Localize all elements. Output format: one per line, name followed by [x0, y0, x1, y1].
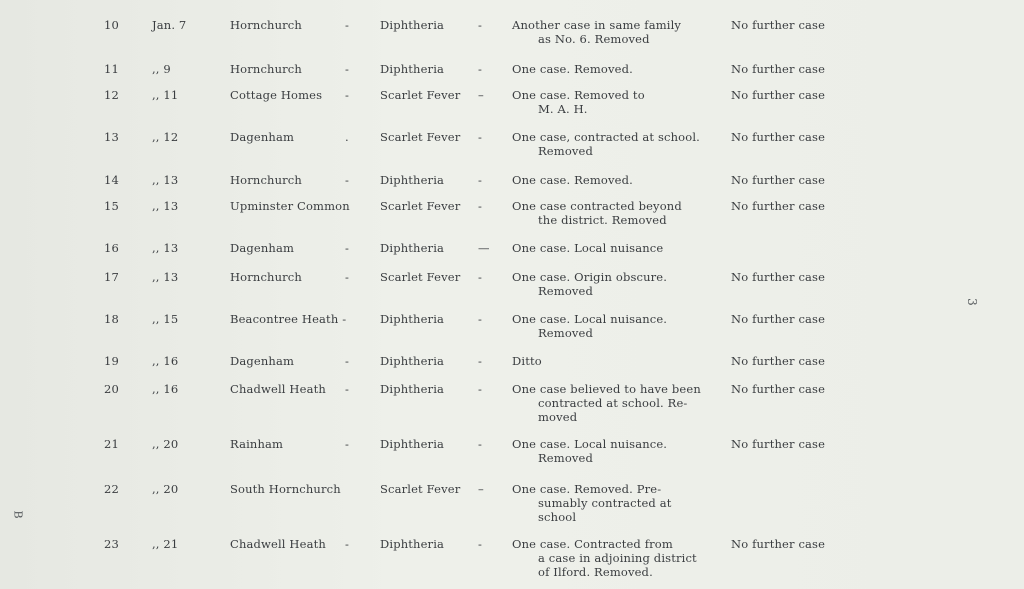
- notification-date: ,, 9: [152, 62, 171, 76]
- locality: Dagenham: [230, 241, 295, 255]
- separator-dash: -: [478, 437, 483, 451]
- page-number-mark: 3: [964, 298, 979, 306]
- further-case-status: No further case: [731, 312, 826, 326]
- separator-dash: .: [345, 130, 349, 144]
- remarks: [512, 537, 712, 579]
- further-case-status: No further case: [731, 88, 826, 102]
- notification-date: ,, 11: [152, 88, 179, 102]
- case-number: 14: [104, 173, 119, 187]
- remarks: [512, 312, 712, 340]
- remarks-line: moved: [538, 410, 578, 424]
- remarks-line: Removed: [538, 144, 594, 158]
- separator-dash: -: [345, 354, 350, 368]
- notification-date: Jan. 7: [152, 18, 187, 32]
- separator-dash: -: [478, 62, 483, 76]
- locality: Cottage Homes: [230, 88, 323, 102]
- case-number: 23: [104, 537, 119, 551]
- separator-dash: –: [478, 482, 484, 496]
- separator-dash: -: [478, 537, 483, 551]
- remarks-line: One case. Local nuisance: [512, 241, 664, 255]
- remarks: [512, 18, 712, 46]
- remarks-line: One case, contracted at school.: [512, 130, 700, 144]
- further-case-status: No further case: [731, 130, 826, 144]
- remarks: [512, 199, 712, 227]
- case-number: 13: [104, 130, 119, 144]
- binding-mark: B: [11, 510, 25, 519]
- locality: Dagenham: [230, 130, 295, 144]
- remarks-line: One case contracted beyond: [512, 199, 682, 213]
- further-case-status: No further case: [731, 537, 826, 551]
- remarks-line: One case. Local nuisance.: [512, 312, 668, 326]
- remarks: [512, 482, 712, 524]
- notification-date: ,, 15: [152, 312, 179, 326]
- locality: Chadwell Heath: [230, 382, 326, 396]
- separator-dash: —: [478, 241, 490, 255]
- further-case-status: No further case: [731, 354, 826, 368]
- notification-date: ,, 13: [152, 199, 179, 213]
- notification-date: ,, 13: [152, 241, 179, 255]
- notification-date: ,, 16: [152, 382, 179, 396]
- case-number: 18: [104, 312, 119, 326]
- separator-dash: -: [345, 382, 350, 396]
- locality: Upminster Common: [230, 199, 350, 213]
- disease: Scarlet Fever: [380, 88, 461, 102]
- disease: Diphtheria: [380, 173, 445, 187]
- remarks-line: One case. Local nuisance.: [512, 437, 668, 451]
- disease: Diphtheria: [380, 312, 445, 326]
- remarks-line: sumably contracted at: [538, 496, 672, 510]
- notification-date: ,, 21: [152, 537, 179, 551]
- separator-dash: -: [345, 88, 350, 102]
- disease: Diphtheria: [380, 62, 445, 76]
- disease: Diphtheria: [380, 241, 445, 255]
- notification-date: ,, 13: [152, 173, 179, 187]
- separator-dash: –: [478, 88, 484, 102]
- remarks-line: Removed: [538, 451, 594, 465]
- further-case-status: No further case: [731, 270, 826, 284]
- locality: Rainham: [230, 437, 284, 451]
- remarks: [512, 382, 712, 424]
- remarks-line: One case. Removed to: [512, 88, 645, 102]
- remarks-line: contracted at school. Re-: [538, 396, 688, 410]
- disease: Diphtheria: [380, 18, 445, 32]
- separator-dash: -: [478, 270, 483, 284]
- disease: Scarlet Fever: [380, 130, 461, 144]
- locality: Hornchurch: [230, 62, 302, 76]
- disease: Diphtheria: [380, 354, 445, 368]
- separator-dash: -: [478, 130, 483, 144]
- locality: Hornchurch: [230, 18, 302, 32]
- case-number: 12: [104, 88, 119, 102]
- case-number: 20: [104, 382, 119, 396]
- disease: Scarlet Fever: [380, 199, 461, 213]
- remarks-line: One case. Contracted from: [512, 537, 673, 551]
- remarks-line: a case in adjoining district: [538, 551, 697, 565]
- further-case-status: No further case: [731, 173, 826, 187]
- case-number: 11: [104, 62, 119, 76]
- further-case-status: No further case: [731, 62, 826, 76]
- case-number: 19: [104, 354, 119, 368]
- remarks-line: One case believed to have been: [512, 382, 701, 396]
- separator-dash: -: [345, 18, 350, 32]
- further-case-status: No further case: [731, 382, 826, 396]
- case-number: 22: [104, 482, 119, 496]
- separator-dash: -: [478, 18, 483, 32]
- case-number: 21: [104, 437, 119, 451]
- separator-dash: -: [345, 241, 350, 255]
- remarks-line: of Ilford. Removed.: [538, 565, 653, 579]
- remarks-line: Removed: [538, 284, 594, 298]
- remarks: [512, 241, 712, 255]
- disease: Diphtheria: [380, 537, 445, 551]
- separator-dash: -: [345, 537, 350, 551]
- remarks-line: One case. Removed.: [512, 62, 633, 76]
- disease: Diphtheria: [380, 382, 445, 396]
- separator-dash: -: [345, 270, 350, 284]
- notification-date: ,, 13: [152, 270, 179, 284]
- remarks-line: Removed: [538, 326, 594, 340]
- locality: Hornchurch: [230, 173, 302, 187]
- locality: South Hornchurch: [230, 482, 341, 496]
- remarks-line: One case. Origin obscure.: [512, 270, 668, 284]
- separator-dash: -: [478, 173, 483, 187]
- remarks: [512, 88, 712, 116]
- disease: Scarlet Fever: [380, 270, 461, 284]
- locality: Hornchurch: [230, 270, 302, 284]
- separator-dash: -: [478, 382, 483, 396]
- remarks: [512, 354, 712, 368]
- remarks-line: school: [538, 510, 577, 524]
- remarks: [512, 62, 712, 76]
- case-number: 15: [104, 199, 119, 213]
- case-number: 16: [104, 241, 119, 255]
- separator-dash: -: [345, 437, 350, 451]
- case-number: 17: [104, 270, 119, 284]
- remarks-line: the district. Removed: [538, 213, 667, 227]
- notification-date: ,, 16: [152, 354, 179, 368]
- notification-date: ,, 12: [152, 130, 179, 144]
- remarks-line: One case. Removed. Pre-: [512, 482, 662, 496]
- further-case-status: No further case: [731, 199, 826, 213]
- disease: Diphtheria: [380, 437, 445, 451]
- notification-date: ,, 20: [152, 437, 179, 451]
- remarks-line: One case. Removed.: [512, 173, 633, 187]
- further-case-status: No further case: [731, 18, 826, 32]
- notification-date: ,, 20: [152, 482, 179, 496]
- remarks-line: M. A. H.: [538, 102, 588, 116]
- further-case-status: No further case: [731, 437, 826, 451]
- remarks: [512, 173, 712, 187]
- separator-dash: -: [478, 354, 483, 368]
- remarks-line: as No. 6. Removed: [538, 32, 650, 46]
- locality: Dagenham: [230, 354, 295, 368]
- case-number: 10: [104, 18, 119, 32]
- separator-dash: -: [478, 199, 483, 213]
- separator-dash: -: [345, 173, 350, 187]
- locality: Chadwell Heath: [230, 537, 326, 551]
- separator-dash: -: [478, 312, 483, 326]
- disease: Scarlet Fever: [380, 482, 461, 496]
- remarks-line: Another case in same family: [512, 18, 682, 32]
- remarks: [512, 270, 712, 298]
- separator-dash: -: [345, 62, 350, 76]
- remarks: [512, 437, 712, 465]
- locality: Beacontree Heath -: [230, 312, 347, 326]
- remarks-line: Ditto: [512, 354, 542, 368]
- remarks: [512, 130, 712, 158]
